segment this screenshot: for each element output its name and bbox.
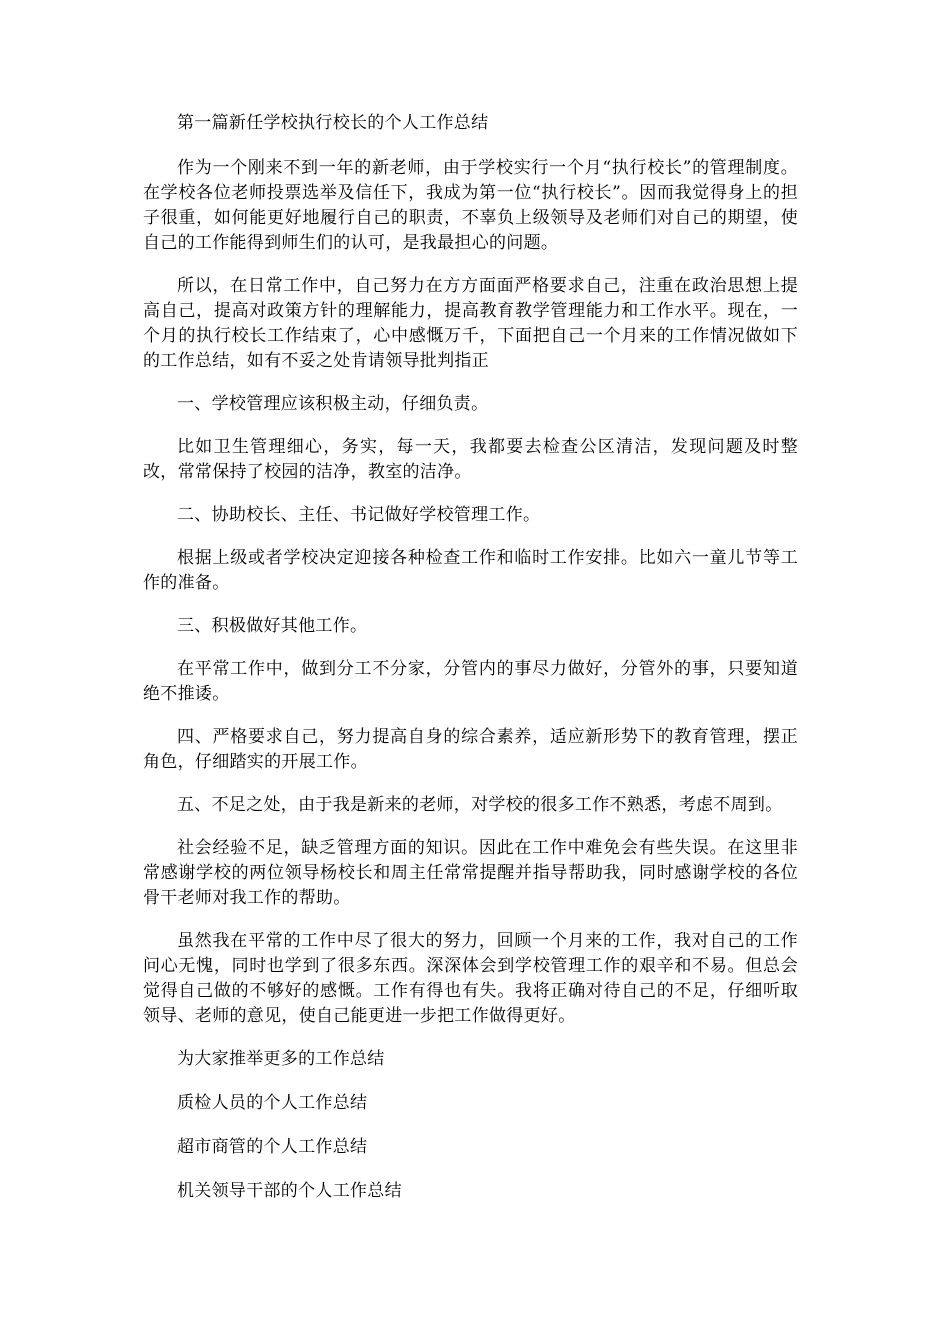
related-link-supermarket[interactable]: 超市商管的个人工作总结 [177,1137,368,1157]
section-heading-4: 四、严格要求自己，努力提高自身的综合素养，适应新形势下的教育管理，摆正角色，仔细踏实的开展工作。 [143,727,798,772]
recommend-heading: 为大家推举更多的工作总结 [177,1049,385,1069]
document-title: 第一篇新任学校执行校长的个人工作总结 [177,113,489,133]
paragraph-hygiene: 比如卫生管理细心，务实，每一天，我都要去检查公区清洁，发现问题及时整改，常常保持了校园的洁净，教室的洁净。 [143,437,798,482]
paragraph-thanks: 社会经验不足，缺乏管理方面的知识。因此在工作中难免会有些失误。在这里非常感谢学校的两位领导杨校长和周主任常常提醒并指导帮助我，同时感谢学校的各位骨干老师对我工作的帮助。 [143,838,798,908]
section-heading-2: 二、协助校长、主任、书记做好学校管理工作。 [177,505,541,525]
paragraph-division: 在平常工作中，做到分工不分家，分管内的事尽力做好，分管外的事，只要知道绝不推诿。 [143,659,798,704]
paragraph-inspections: 根据上级或者学校决定迎接各种检查工作和临时工作安排。比如六一童儿节等工作的准备。 [143,548,798,593]
related-link-quality-inspector[interactable]: 质检人员的个人工作总结 [177,1093,368,1113]
paragraph-daily-work: 所以，在日常工作中，自己努力在方方面面严格要求自己，注重在政治思想上提高自己，提高对政策方针的理解能力，提高教育教学管理能力和工作水平。现在，一个月的执行校长工作结束了，心中感慨万千，下面把自己一个月来的工作情况做如下的工作总结，如有不妥之处肯请领导批判指正 [143,276,798,371]
paragraph-conclusion: 虽然我在平常的工作中尽了很大的努力，回顾一个月来的工作，我对自己的工作问心无愧，同时也学到了很多东西。深深体会到学校管理工作的艰辛和不易。但总会觉得自己做的不够好的感慨。工作有得也有失。我将正确对待自己的不足，仔细听取领导、老师的意见，使自己能更进一步把工作做得更好。 [143,931,798,1026]
section-heading-5: 五、不足之处，由于我是新来的老师，对学校的很多工作不熟悉，考虑不周到。 [177,795,783,815]
related-link-government-cadre[interactable]: 机关领导干部的个人工作总结 [177,1181,402,1201]
paragraph-intro: 作为一个刚来不到一年的新老师，由于学校实行一个月“执行校长”的管理制度。在学校各位老师投票选举及信任下，我成为第一位“执行校长”。因而我觉得身上的担子很重，如何能更好地履行自己的职责，不辜负上级领导及老师们对自己的期望，使自己的工作能得到师生们的认可，是我最担心的问题。 [143,158,798,253]
section-heading-1: 一、学校管理应该积极主动，仔细负责。 [177,394,489,414]
document-page [143,111,798,1223]
section-heading-3: 三、积极做好其他工作。 [177,616,368,636]
